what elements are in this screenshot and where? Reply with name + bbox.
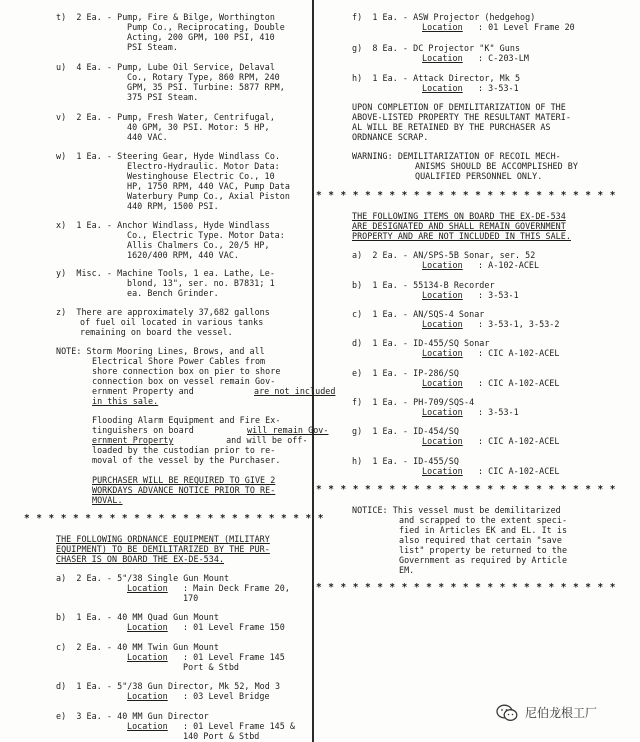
text-line: 1620/400 RPM, 440 VAC. <box>127 250 240 260</box>
text-line: ea. Bench Grinder. <box>127 288 219 298</box>
text-line: 140 Port & Stbd <box>183 731 260 741</box>
text-line: list" property be returned to the <box>399 545 568 555</box>
text-line: PSI Steam. <box>127 42 178 52</box>
text-line: g) 1 Ea. - ID-454/SQ <box>352 426 459 436</box>
text-line: Location <box>127 583 168 593</box>
star-separator: * * * * * * * * * * * * * * * * * * * * * * * * * <box>316 484 616 495</box>
text-line: : CIC A-102-ACEL <box>478 348 560 358</box>
text-line: AL WILL BE RETAINED BY THE PURCHASER AS <box>352 122 551 132</box>
text-line: b) 1 Ea. - 55134-B Recorder <box>352 280 495 290</box>
text-line: w) 1 Ea. - Steering Gear, Hyde Windlass Co. <box>56 151 281 161</box>
text-line: : 3-53-1 <box>478 407 519 417</box>
text-line: Acting, 200 GPM, 100 PSI, 410 <box>127 32 275 42</box>
text-line: moval of the vessel by the Purchaser. <box>92 455 281 465</box>
text-line: x) 1 Ea. - Anchor Windlass, Hyde Windlass <box>56 220 270 230</box>
text-line: Government as required by Article <box>399 555 568 565</box>
text-line: connection box on vessel remain Gov- <box>92 376 276 386</box>
text-line: : 03 Level Bridge <box>183 691 270 701</box>
text-line: : 01 Level Frame 150 <box>183 622 285 632</box>
text-line: shore connection box on pier to shore <box>92 366 281 376</box>
text-line: g) 8 Ea. - DC Projector "K" Guns <box>352 43 521 53</box>
text-line: ABOVE-LISTED PROPERTY THE RESULTANT MATERI- <box>352 112 571 122</box>
text-line: PROPERTY AND ARE NOT INCLUDED IN THIS SALE. <box>352 231 571 241</box>
text-line: Location <box>422 260 463 270</box>
text-line: : CIC A-102-ACEL <box>478 436 560 446</box>
watermark-text: 尼伯龙根工厂 <box>525 706 598 720</box>
text-line: h) 1 Ea. - Attack Director, Mk 5 <box>352 73 521 83</box>
text-line: ARE DESIGNATED AND SHALL REMAIN GOVERNMENT <box>352 221 566 231</box>
text-line: HP, 1750 RPM, 440 VAC, Pump Data <box>127 181 290 191</box>
text-line: Westinghouse Electric Co., 10 <box>127 171 275 181</box>
text-line: Electrical Shore Power Cables from <box>92 356 266 366</box>
text-line: h) 1 Ea. - ID-455/SQ <box>352 456 459 466</box>
text-line: Location <box>422 436 463 446</box>
text-line: Allis Chalmers Co., 20/5 HP, <box>127 240 270 250</box>
text-line: WORKDAYS ADVANCE NOTICE PRIOR TO RE- <box>92 485 276 495</box>
text-line: c) 2 Ea. - 40 MM Twin Gun Mount <box>56 642 219 652</box>
text-line: ORDNANCE SCRAP. <box>352 132 429 142</box>
text-line: and will be off- <box>221 435 308 445</box>
text-line: e) 1 Ea. - IP-286/SQ <box>352 368 459 378</box>
text-line: : 01 Level Frame 145 & <box>183 721 296 731</box>
text-line: remaining on board the vessel. <box>80 327 233 337</box>
text-line: : 3-53-1, 3-53-2 <box>478 319 560 329</box>
text-line: Location <box>127 622 168 632</box>
text-line: EQUIPMENT) TO BE DEMILITARIZED BY THE PUR- <box>56 544 270 554</box>
text-line: c) 1 Ea. - AN/SQS-4 Sonar <box>352 309 485 319</box>
text-line: and scrapped to the extent speci- <box>399 515 568 525</box>
text-line: 375 PSI Steam. <box>127 92 199 102</box>
text-line: UPON COMPLETION OF DEMILITARIZATION OF THE <box>352 102 566 112</box>
text-line: Location <box>422 53 463 63</box>
text-line: Location <box>422 348 463 358</box>
text-line: will remain Gov- <box>247 425 329 435</box>
text-line: y) Misc. - Machine Tools, 1 ea. Lathe, Le- <box>56 268 275 278</box>
text-line: tinguishers on board <box>92 425 199 435</box>
text-line: PURCHASER WILL BE REQUIRED TO GIVE 2 <box>92 475 276 485</box>
text-line: Electro-Hydraulic. Motor Data: <box>127 161 280 171</box>
text-line: Location <box>422 290 463 300</box>
text-line: Location <box>422 407 463 417</box>
text-line: CHASER IS ON BOARD THE EX-DE-534. <box>56 554 225 564</box>
text-line: : CIC A-102-ACEL <box>478 378 560 388</box>
text-line: ANISMS SHOULD BE ACCOMPLISHED BY <box>415 161 578 171</box>
text-line: fied in Articles EK and EL. It is <box>399 525 568 535</box>
text-line: loaded by the custodian prior to re- <box>92 445 276 455</box>
text-line: e) 3 Ea. - 40 MM Gun Director <box>56 711 209 721</box>
text-line: Co., Electric Type. Motor Data: <box>127 230 285 240</box>
wechat-logo-icon <box>496 704 518 722</box>
text-line: : A-102-ACEL <box>478 260 540 270</box>
text-line: Pump Co., Reciprocating, Double <box>127 22 285 32</box>
text-line: v) 2 Ea. - Pump, Fresh Water, Centrifugal, <box>56 112 275 122</box>
text-line: : C-203-LM <box>478 53 529 63</box>
text-line: THE FOLLOWING ITEMS ON BOARD THE EX-DE-534 <box>352 211 566 221</box>
text-line: : 3-53-1 <box>478 83 519 93</box>
text-line: are not included <box>254 386 336 396</box>
text-line: Location <box>422 319 463 329</box>
text-line: also required that certain "save <box>399 535 562 545</box>
text-line: : Main Deck Frame 20, <box>183 583 290 593</box>
text-line: f) 1 Ea. - PH-709/SQS-4 <box>352 397 475 407</box>
text-line: : CIC A-102-ACEL <box>478 466 560 476</box>
column-divider <box>312 0 314 742</box>
text-line: Port & Stbd <box>183 662 240 672</box>
text-line: ernment Property and <box>92 386 199 396</box>
text-line: QUALIFIED PERSONNEL ONLY. <box>415 171 543 181</box>
text-line: GPM, 35 PSI. Turbine: 5877 RPM, <box>127 82 285 92</box>
text-line: MOVAL. <box>92 495 123 505</box>
text-line: z) There are approximately 37,682 gallons <box>56 307 270 317</box>
text-line: u) 4 Ea. - Pump, Lube Oil Service, Delaval <box>56 62 275 72</box>
text-line: Location <box>127 652 168 662</box>
text-line: 440 VAC. <box>127 132 168 142</box>
text-line: : 01 Level Frame 145 <box>183 652 285 662</box>
text-line: : 3-53-1 <box>478 290 519 300</box>
text-line: Waterbury Pump Co., Axial Piston <box>127 191 290 201</box>
text-line: Location <box>422 22 463 32</box>
text-line: NOTICE: This vessel must be demilitarized <box>352 505 561 515</box>
text-line: Flooding Alarm Equipment and Fire Ex- <box>92 415 281 425</box>
text-line: of fuel oil located in various tanks <box>80 317 264 327</box>
text-line: EM. <box>399 565 415 575</box>
text-line: NOTE: Storm Mooring Lines, Brows, and all <box>56 346 265 356</box>
text-line: Location <box>127 721 168 731</box>
text-line: a) 2 Ea. - 5"/38 Single Gun Mount <box>56 573 230 583</box>
text-line: Co., Rotary Type, 860 RPM, 240 <box>127 72 280 82</box>
text-line: f) 1 Ea. - ASW Projector (hedgehog) <box>352 12 536 22</box>
text-line: t) 2 Ea. - Pump, Fire & Bilge, Worthington <box>56 12 275 22</box>
text-line: blond, 13", ser. no. B7831; 1 <box>127 278 275 288</box>
text-line: 170 <box>183 593 199 603</box>
text-line: d) 1 Ea. - ID-455/SQ Sonar <box>352 338 490 348</box>
text-line: 40 GPM, 30 PSI. Motor: 5 HP, <box>127 122 270 132</box>
text-line: Location <box>422 83 463 93</box>
text-line: : 01 Level Frame 20 <box>478 22 575 32</box>
text-line: b) 1 Ea. - 40 MM Quad Gun Mount <box>56 612 219 622</box>
text-line: Location <box>422 378 463 388</box>
text-line: THE FOLLOWING ORDNANCE EQUIPMENT (MILITARY <box>56 534 270 544</box>
star-separator: * * * * * * * * * * * * * * * * * * * * * * * * * <box>316 582 616 593</box>
text-line: d) 1 Ea. - 5"/38 Gun Director, Mk 52, Mod 3 <box>56 681 281 691</box>
text-line: in this sale. <box>92 396 159 406</box>
text-line: Location <box>127 691 168 701</box>
text-line: 440 RPM, 1500 PSI. <box>127 201 219 211</box>
star-separator: * * * * * * * * * * * * * * * * * * * * * * * * * <box>24 513 324 524</box>
star-separator: * * * * * * * * * * * * * * * * * * * * * * * * * <box>316 190 616 201</box>
text-line: a) 2 Ea. - AN/SPS-5B Sonar, ser. 52 <box>352 250 536 260</box>
text-line: Location <box>422 466 463 476</box>
text-line: ernment Property <box>92 435 174 445</box>
text-line: WARNING: DEMILITARIZATION OF RECOIL MECH- <box>352 151 561 161</box>
